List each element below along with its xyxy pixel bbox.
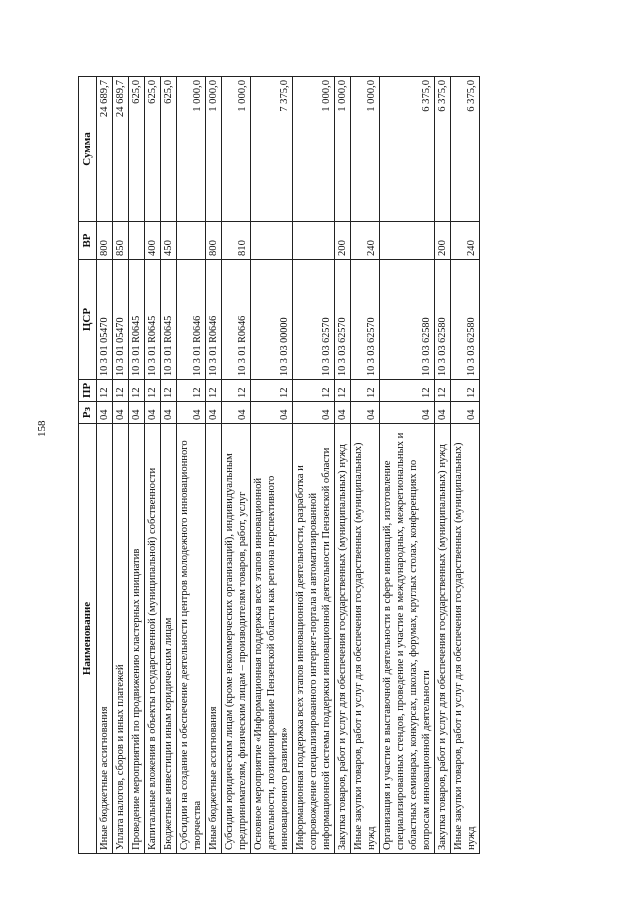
table-row — [351, 77, 380, 854]
cell-name: Иные бюджетные ассигнования — [97, 424, 113, 854]
budget-table-sheet — [78, 77, 552, 854]
cell-sum: 6 375,0 — [380, 77, 435, 222]
cell-sum: 24 689,7 — [113, 77, 129, 222]
table-row — [97, 77, 113, 854]
table-row — [161, 77, 177, 854]
cell-sum: 24 689,7 — [97, 77, 113, 222]
cell-sum: 1 000,0 — [293, 77, 335, 222]
header-name: Наименование — [79, 424, 97, 854]
cell-vr: 200 — [435, 222, 451, 260]
table-row — [435, 77, 451, 854]
cell-rz: 04 — [380, 402, 435, 424]
table-header-row — [79, 77, 97, 854]
cell-name: Основное мероприятие «Информационная поддержка всех этапов инновационной деятельности, позиционирование Пензенской области как региона перспективного инновационного развития» — [251, 424, 293, 854]
cell-sum: 6 375,0 — [451, 77, 480, 222]
cell-pr: 12 — [97, 380, 113, 402]
table-row — [251, 77, 293, 854]
cell-sum: 7 375,0 — [251, 77, 293, 222]
cell-sum: 1 000,0 — [351, 77, 380, 222]
cell-csr: 10 3 03 62580 — [451, 260, 480, 380]
cell-name: Иные закупки товаров, работ и услуг для обеспечения государственных (муниципальных) нужд — [351, 424, 380, 854]
cell-name: Уплата налогов, сборов и иных платежей — [113, 424, 129, 854]
cell-vr: 800 — [97, 222, 113, 260]
cell-rz: 04 — [129, 402, 145, 424]
cell-vr: 240 — [351, 222, 380, 260]
cell-csr: 10 3 01 R0646 — [222, 260, 251, 380]
cell-sum: 1 000,0 — [177, 77, 206, 222]
budget-table — [78, 76, 480, 854]
table-row — [293, 77, 335, 854]
cell-csr: 10 3 03 62580 — [380, 260, 435, 380]
cell-pr: 12 — [451, 380, 480, 402]
cell-vr: 450 — [161, 222, 177, 260]
table-row — [113, 77, 129, 854]
cell-sum: 1 000,0 — [222, 77, 251, 222]
cell-pr: 12 — [293, 380, 335, 402]
cell-pr: 12 — [177, 380, 206, 402]
cell-csr: 10 3 01 05470 — [113, 260, 129, 380]
cell-pr: 12 — [251, 380, 293, 402]
cell-rz: 04 — [161, 402, 177, 424]
cell-sum: 625,0 — [161, 77, 177, 222]
cell-name: Субсидии юридическим лицам (кроме некоммерческих организаций), индивидуальным предпринимателям, физическим лицам – производителям товаров, работ, услуг — [222, 424, 251, 854]
table-row — [380, 77, 435, 854]
cell-name: Закупка товаров, работ и услуг для обеспечения государственных (муниципальных) нужд — [335, 424, 351, 854]
cell-name: Закупка товаров, работ и услуг для обеспечения государственных (муниципальных) нужд — [435, 424, 451, 854]
cell-name: Иные закупки товаров, работ и услуг для обеспечения государственных (муниципальных) нужд — [451, 424, 480, 854]
table-row — [145, 77, 161, 854]
cell-sum: 6 375,0 — [435, 77, 451, 222]
cell-vr — [380, 222, 435, 260]
cell-rz: 04 — [351, 402, 380, 424]
cell-vr: 800 — [206, 222, 222, 260]
cell-pr: 12 — [351, 380, 380, 402]
cell-vr: 810 — [222, 222, 251, 260]
cell-csr: 10 3 03 00000 — [251, 260, 293, 380]
cell-vr: 240 — [451, 222, 480, 260]
cell-csr: 10 3 01 05470 — [97, 260, 113, 380]
cell-csr: 10 3 03 62570 — [351, 260, 380, 380]
header-csr: ЦСР — [79, 260, 97, 380]
cell-csr: 10 3 03 62580 — [435, 260, 451, 380]
cell-name: Капитальные вложения в объекты государственной (муниципальной) собственности — [145, 424, 161, 854]
cell-rz: 04 — [335, 402, 351, 424]
cell-sum: 625,0 — [145, 77, 161, 222]
table-row — [129, 77, 145, 854]
cell-name: Субсидии на создание и обеспечение деятельности центров молодежного инновационного творчества — [177, 424, 206, 854]
cell-pr: 12 — [129, 380, 145, 402]
cell-pr: 12 — [335, 380, 351, 402]
cell-vr — [251, 222, 293, 260]
cell-csr: 10 3 01 R0646 — [206, 260, 222, 380]
table-row — [206, 77, 222, 854]
cell-sum: 1 000,0 — [206, 77, 222, 222]
cell-vr — [293, 222, 335, 260]
cell-csr: 10 3 03 62570 — [293, 260, 335, 380]
cell-csr: 10 3 03 62570 — [335, 260, 351, 380]
cell-rz: 04 — [451, 402, 480, 424]
cell-rz: 04 — [113, 402, 129, 424]
cell-sum: 1 000,0 — [335, 77, 351, 222]
cell-name: Проведение мероприятий по продвижению кластерных инициатив — [129, 424, 145, 854]
cell-vr: 200 — [335, 222, 351, 260]
cell-rz: 04 — [145, 402, 161, 424]
cell-vr — [129, 222, 145, 260]
table-row — [451, 77, 480, 854]
cell-pr: 12 — [206, 380, 222, 402]
table-body — [97, 77, 480, 854]
table-row — [177, 77, 206, 854]
cell-pr: 12 — [435, 380, 451, 402]
cell-rz: 04 — [435, 402, 451, 424]
page-number: 158 — [36, 420, 48, 437]
cell-vr — [177, 222, 206, 260]
cell-vr: 400 — [145, 222, 161, 260]
cell-rz: 04 — [177, 402, 206, 424]
cell-rz: 04 — [293, 402, 335, 424]
cell-rz: 04 — [251, 402, 293, 424]
cell-name: Иные бюджетные ассигнования — [206, 424, 222, 854]
cell-sum: 625,0 — [129, 77, 145, 222]
cell-pr: 12 — [380, 380, 435, 402]
cell-name: Информационная поддержка всех этапов инновационной деятельности, разработка и сопровождение специализированного интернет-портала и автоматизированной информационной системы поддержки инновационной деятельности Пензенской области — [293, 424, 335, 854]
header-pr: ПР — [79, 380, 97, 402]
cell-rz: 04 — [97, 402, 113, 424]
cell-rz: 04 — [222, 402, 251, 424]
cell-name: Бюджетные инвестиции иным юридическим лицам — [161, 424, 177, 854]
header-rz: Рз — [79, 402, 97, 424]
cell-name: Организация и участие в выставочной деятельности в сфере инноваций, изготовление специализированных стендов, проведение и участие в международных, межрегиональных и областных семинарах, конкурсах, школах, форумах, круглых столах, конференциях по вопросам инновационной деятельности — [380, 424, 435, 854]
header-sum: Сумма — [79, 77, 97, 222]
cell-csr: 10 3 01 R0645 — [161, 260, 177, 380]
cell-pr: 12 — [113, 380, 129, 402]
cell-pr: 12 — [222, 380, 251, 402]
cell-csr: 10 3 01 R0645 — [129, 260, 145, 380]
table-row — [335, 77, 351, 854]
cell-csr: 10 3 01 R0645 — [145, 260, 161, 380]
cell-csr: 10 3 01 R0646 — [177, 260, 206, 380]
cell-vr: 850 — [113, 222, 129, 260]
cell-pr: 12 — [161, 380, 177, 402]
cell-rz: 04 — [206, 402, 222, 424]
cell-pr: 12 — [145, 380, 161, 402]
table-row — [222, 77, 251, 854]
header-vr: ВР — [79, 222, 97, 260]
